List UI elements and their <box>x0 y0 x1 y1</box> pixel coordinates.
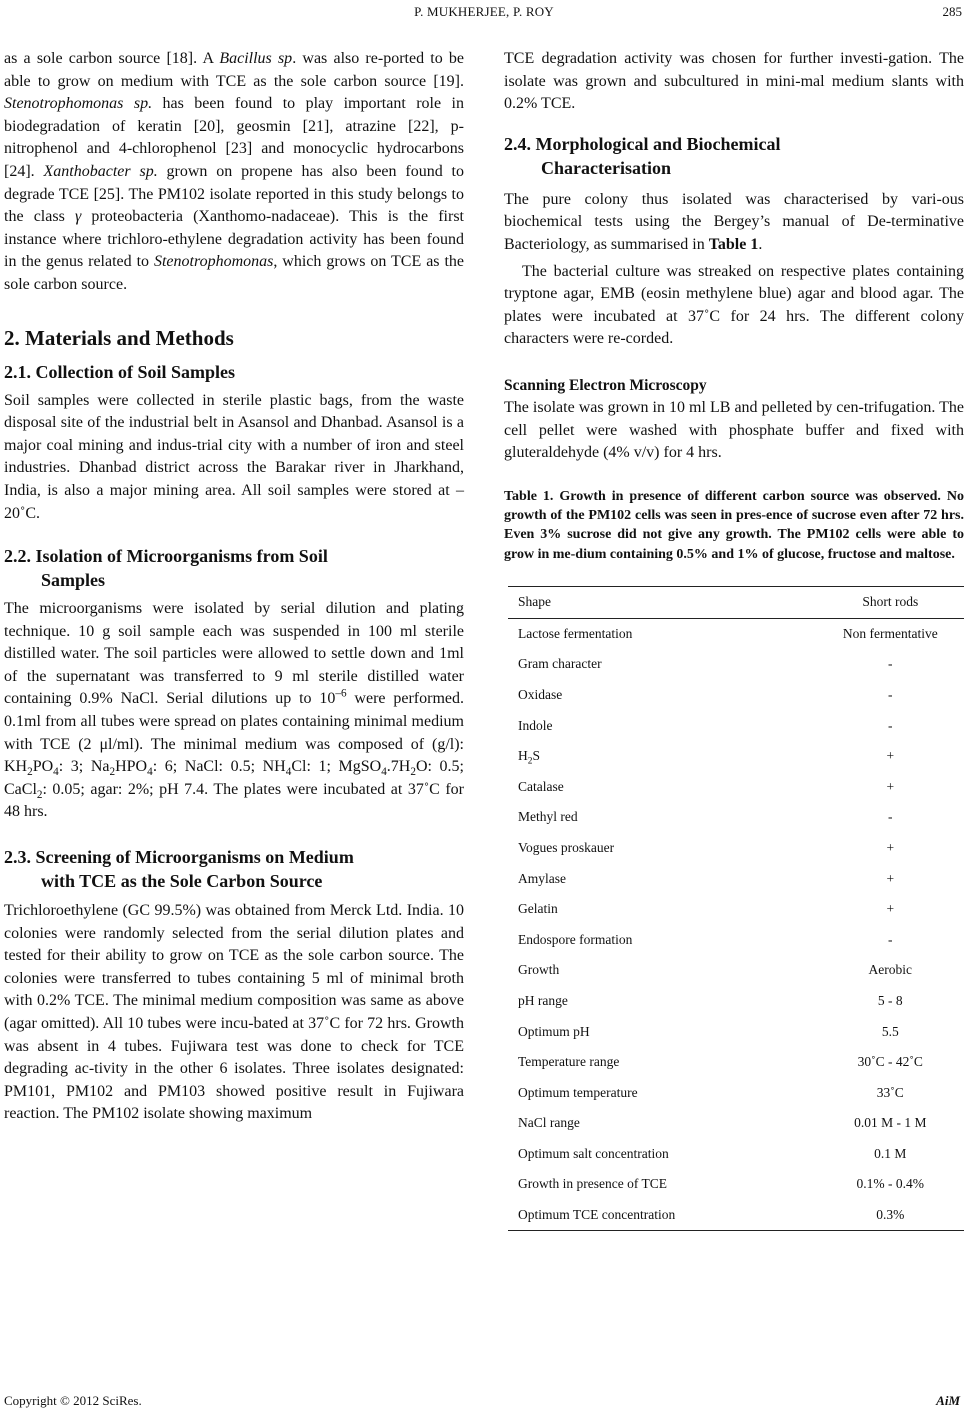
table-row <box>508 924 964 955</box>
table-cell-property: Temperature range <box>518 1054 620 1070</box>
table-cell-value: + <box>886 839 895 855</box>
table-row <box>508 833 964 864</box>
table-row <box>508 618 964 649</box>
section-2-3-heading: 2.3. Screening of Microorganisms on Medium with TCE as the Sole Carbon Source <box>4 847 354 892</box>
table-cell-value: + <box>886 778 895 794</box>
table-cell-value: + <box>886 901 895 917</box>
right-column <box>504 48 964 1231</box>
table-cell-property: Amylase <box>518 870 566 886</box>
table-1-caption: Table 1. Growth in presence of different carbon source was observed. No growth of the PM102 cells was seen in pres-ence of sucrose even after 72 hrs. Even 3% sucrose did not give any growth. The PM102 cells were able to grow in me-dium containing 0.5% and 1% of glucose, fructose and maltose. <box>504 488 964 562</box>
table-cell-property: Shape <box>508 586 817 618</box>
table-cell-property: Growth in presence of TCE <box>518 1176 667 1192</box>
table-row <box>508 1077 964 1108</box>
running-head: P. MUKHERJEE, P. ROY <box>414 4 554 19</box>
table-cell-value: + <box>886 870 895 886</box>
table-row <box>508 710 964 741</box>
table-row <box>508 1139 964 1170</box>
table-cell-value: Non fermentative <box>842 625 938 641</box>
table-row <box>508 955 964 986</box>
table-cell-property: pH range <box>518 992 568 1008</box>
page-number: 285 <box>942 4 962 19</box>
table-cell-property: Endospore formation <box>518 931 633 947</box>
table-cell-value: - <box>888 931 893 947</box>
table-row <box>508 1016 964 1047</box>
table-cell-property: Optimum pH <box>518 1023 590 1039</box>
table-cell-value: Aerobic <box>868 962 913 978</box>
section-2-2-heading: 2.2. Isolation of Microorganisms from Soil Samples <box>4 546 328 591</box>
table-cell-property: $H_2S$ <box>518 748 540 767</box>
continued-text: TCE degradation activity was chosen for further investi-gation. The isolate was grown and subcultured in mini-mal medium slants with 0.2% TCE. <box>504 50 964 113</box>
table-row <box>508 1047 964 1078</box>
left-column <box>4 48 464 1126</box>
table-cell-property: Lactose fermentation <box>518 625 633 641</box>
section-2-4-heading: 2.4. Morphological and Biochemical Characterisation <box>504 133 781 178</box>
table-cell-property: Optimum salt concentration <box>518 1145 669 1161</box>
table-cell-value: - <box>888 656 893 672</box>
section-2-heading: 2. Materials and Methods <box>4 325 234 350</box>
table-cell-property: Gram character <box>518 656 602 672</box>
table-row <box>508 741 964 772</box>
table-cell-value: 0.3% <box>817 1200 964 1231</box>
section-2-4-para-1: The pure colony thus isolated was characterised by vari-ous biochemical tests using the Bergey’s manual of De-terminative Bacteriology, as summarised in Table 1. <box>504 190 964 253</box>
table-cell-value: 0.1 M <box>874 1145 907 1161</box>
table-row <box>508 1169 964 1200</box>
table-cell-property: Optimum TCE concentration <box>508 1200 817 1231</box>
table-row <box>508 771 964 802</box>
table-cell-property: NaCl range <box>518 1115 580 1131</box>
table-row <box>508 680 964 711</box>
table-cell-value: + <box>886 748 895 764</box>
section-2-2-text: The microorganisms were isolated by serial dilution and plating technique. 10 g soil sample each was suspended in 100 ml sterile distilled water. The soil particles were allowed to settle down and 1ml of the supernatant was transferred to 9 ml sterile distilled water containing 0.9% NaCl. Serial dilutions up to $10^{-6}$ were performed. 0.1ml from all tubes were spread on plates containing minimal medium with TCE (2 μl/ml). The minimal medium was composed of (g/l): $KH_2PO_4$: 3; $Na_2HPO_4$: 6; NaCl: 0.5; $NH_4Cl$: 1; $MgSO_4.7H_2O$: 0.5; CaCl$_2$: 0.05; agar: 2%; pH 7.4. The plates were incubated at 37˚C for 48 hrs. <box>4 600 465 821</box>
table-cell-value: Short rods <box>817 586 964 618</box>
table-cell-value: 5.5 <box>881 1023 899 1039</box>
table-cell-value: - <box>888 686 893 702</box>
table-row <box>508 802 964 833</box>
table-cell-value: 0.1% - 0.4% <box>856 1176 925 1192</box>
copyright: Copyright © 2012 SciRes. <box>4 1393 142 1408</box>
section-2-3-text: Trichloroethylene (GC 99.5%) was obtained from Merck Ltd. India. 10 colonies were randomly selected from the serial dilution plates and tested for their ability to grow on TCE as the sole carbon source. The colonies were transferred to tubes containing 5 ml of minimal broth with 0.2% TCE. The minimal medium composition was same as above (agar omitted). All 10 tubes were incu-bated at 37˚C for 72 hrs. Growth was absent in 4 tubes. Fujiwara test was done to check for TCE degrading ac-tivity in the other 6 isolates. Three isolates designated: PM101, PM102 and PM103 showed positive result in Fujiwara reaction. The PM102 isolate showing maximum <box>4 902 464 1123</box>
section-2-4-para-2: The bacterial culture was streaked on respective plates containing tryptone agar, EMB (eosin methylene blue) agar and blood agar. The plates were incubated at 37˚C for 24 hrs. The different colony characters were re-corded. <box>504 262 964 348</box>
intro-paragraph: as a sole carbon source [18]. A Bacillus sp. was also re-ported to be able to grow on medium with TCE as the sole carbon source [19]. Stenotrophomonas sp. has been found to play important role in biodegradation of keratin [20], geosmin [21], atrazine [22], p-nitrophenol and 4-chlorophenol [23] and monocyclic hydrocarbons [24]. Xanthobacter sp. grown on propene has also been found to degrade TCE [25]. The PM102 isolate reported in this study belongs to the class γ proteobacteria (Xanthomo-nadaceae). This is the first instance where trichloro-ethylene degradation activity has been found in the genus related to Stenotrophomonas, which grows on TCE as the sole carbon source. <box>4 50 465 293</box>
table-row <box>508 1108 964 1139</box>
table-row <box>508 863 964 894</box>
table-cell-property: Growth <box>518 962 560 978</box>
table-row <box>508 894 964 925</box>
table-row <box>508 586 964 618</box>
sem-text: The isolate was grown in 10 ml LB and pelleted by cen-trifugation. The cell pellet were washed with phosphate buffer and fixed with gluteraldehyde (4% v/v) for 4 hrs. <box>504 398 964 462</box>
table-cell-value: 0.01 M - 1 M <box>854 1115 927 1131</box>
table-cell-property: Gelatin <box>518 901 558 917</box>
table-row <box>508 1200 964 1231</box>
table-cell-value: - <box>888 717 893 733</box>
table-cell-value: - <box>888 809 893 825</box>
table-cell-property: Oxidase <box>518 686 563 702</box>
section-2-1-heading: 2.1. Collection of Soil Samples <box>4 361 236 382</box>
table-1 <box>508 586 964 1231</box>
table-cell-value: 33˚C <box>876 1084 904 1100</box>
table-cell-property: Optimum temperature <box>518 1084 638 1100</box>
table-cell-property: Vogues proskauer <box>518 839 615 855</box>
table-cell-value: 5 - 8 <box>877 992 903 1008</box>
sem-heading: Scanning Electron Microscopy <box>504 376 707 394</box>
table-row <box>508 986 964 1017</box>
journal-abbrev: AiM <box>936 1393 960 1408</box>
table-cell-property: Catalase <box>518 778 564 794</box>
section-2-1-text: Soil samples were collected in sterile plastic bags, from the waste disposal site of the industrial belt in Asansol and Dhanbad. Asansol is a major coal mining and indus-trial city with a number of iron and steel industries. Dhanbad district across the Barakar river in Jharkhand, India, is also a major mining area. All soil samples were stored at –20˚C. <box>4 391 464 522</box>
table-cell-property: Methyl red <box>518 809 578 825</box>
table-cell-value: 30˚C - 42˚C <box>857 1054 923 1070</box>
table-cell-property: Indole <box>518 717 553 733</box>
table-row <box>508 649 964 680</box>
